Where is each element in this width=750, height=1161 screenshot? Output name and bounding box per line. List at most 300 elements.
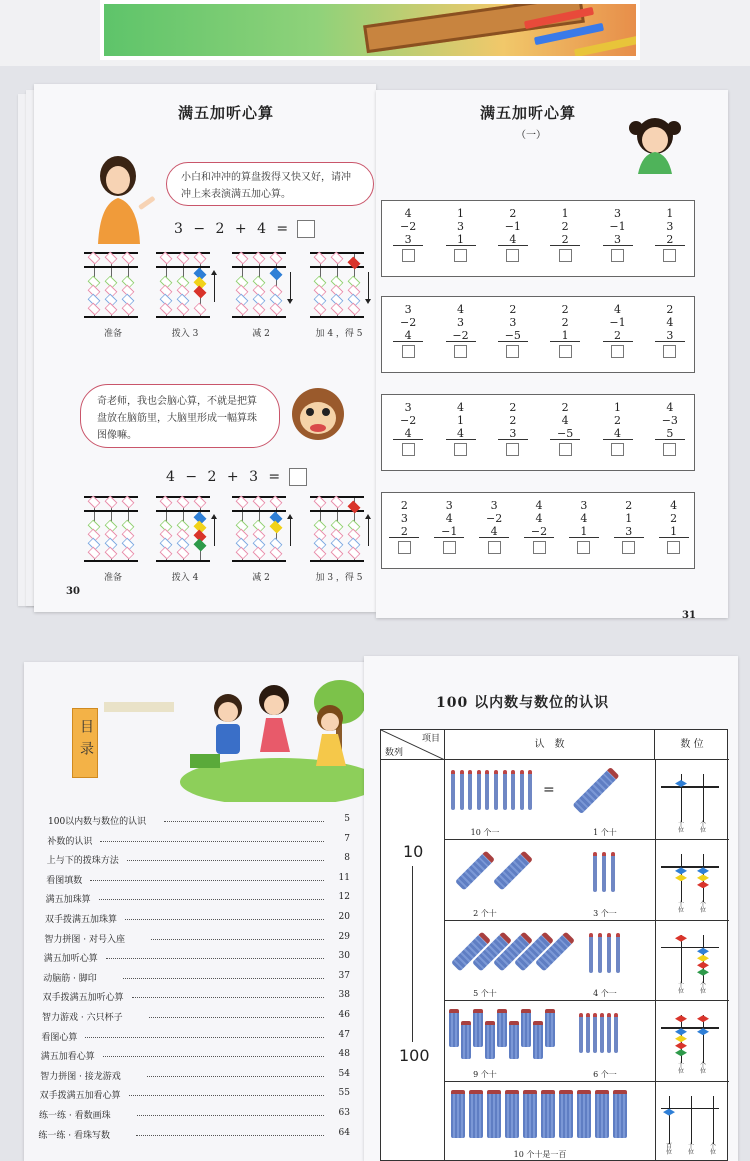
place-value-label: 个位 xyxy=(699,981,706,995)
abacus-frame xyxy=(310,316,364,318)
abacus-bead xyxy=(105,547,118,560)
counting-stick xyxy=(586,1013,590,1053)
abacus-bead xyxy=(348,303,361,316)
cover-strip xyxy=(0,0,750,66)
counting-stick xyxy=(616,933,620,973)
problem-number: 4 xyxy=(457,303,464,316)
toc-entry-title: 练一练 · 看珠写数 xyxy=(38,1130,110,1141)
place-value-label: 个位 xyxy=(699,1062,706,1076)
problem-number: 2 xyxy=(625,499,633,512)
page-title: 100 以内数与数位的认识 xyxy=(436,695,610,711)
problem-number: 3 xyxy=(509,316,517,329)
answer-box[interactable] xyxy=(559,345,572,358)
stick-bundle xyxy=(505,1090,519,1138)
place-value-label: 十位 xyxy=(687,1142,694,1156)
vertical-problem xyxy=(569,499,599,554)
toc-entry[interactable] xyxy=(24,853,370,867)
problem-group-2 xyxy=(381,296,695,373)
toc-entry[interactable] xyxy=(24,1088,370,1102)
place-value-abacus xyxy=(661,768,719,832)
right-caption: 4 个一 xyxy=(593,989,617,999)
problem-number: 1 xyxy=(659,525,689,538)
problem-number: 3 xyxy=(400,512,408,525)
vertical-problem xyxy=(498,401,528,456)
arrow-up-icon xyxy=(214,516,215,546)
counting-stick xyxy=(593,852,597,892)
problem-number: −1 xyxy=(434,525,464,538)
place-value-label: 个位 xyxy=(699,821,706,834)
monkey-illustration xyxy=(288,384,348,444)
abacus-diagram xyxy=(84,496,138,562)
toc-leader-dots xyxy=(85,1030,324,1038)
answer-box[interactable] xyxy=(559,443,572,456)
toc-entry-page: 38 xyxy=(338,990,350,1001)
abacus-bead xyxy=(270,303,283,316)
answer-box[interactable] xyxy=(611,443,624,456)
problem-number: 3 xyxy=(614,525,644,538)
stick-bundle xyxy=(493,851,533,891)
row-divider xyxy=(655,1001,656,1080)
answer-box[interactable] xyxy=(506,249,519,262)
toc-entry-title: 满五加听心算 xyxy=(43,954,98,965)
abacus-frame xyxy=(84,316,138,318)
abacus-bead xyxy=(675,1042,687,1049)
place-value-beam xyxy=(661,947,719,949)
abacus-bead xyxy=(675,874,687,881)
vertical-problem xyxy=(614,499,644,554)
problem-number: 4 xyxy=(535,512,543,525)
problem-number: 1 xyxy=(666,207,674,220)
answer-box[interactable] xyxy=(506,443,519,456)
abacus-bead xyxy=(177,547,190,560)
toc-entry[interactable] xyxy=(24,1128,370,1142)
abacus-beam xyxy=(156,510,210,512)
toc-entry[interactable] xyxy=(24,1069,370,1083)
abacus-bead xyxy=(697,962,709,969)
abacus-caption: 准备 xyxy=(103,329,122,339)
toc-entry[interactable] xyxy=(24,1108,370,1122)
abacus-frame xyxy=(156,560,210,562)
place-value-rod xyxy=(713,1096,714,1144)
toc-entry-page: 63 xyxy=(338,1108,350,1118)
abacus-bead xyxy=(122,303,135,316)
place-value-abacus xyxy=(661,929,719,993)
answer-box[interactable] xyxy=(611,249,624,262)
answer-box[interactable] xyxy=(622,541,635,554)
toc-entry-title: 满五加珠算 xyxy=(45,895,91,906)
answer-box[interactable] xyxy=(443,541,456,554)
abacus-bead xyxy=(88,303,101,316)
problem-number: 3 xyxy=(498,427,528,440)
row-divider xyxy=(655,1082,656,1161)
problem-number: 3 xyxy=(666,220,674,233)
toc-entry-page: 5 xyxy=(344,814,350,824)
toc-entry-title: 补数的认识 xyxy=(47,836,93,847)
problem-number: 2 xyxy=(400,499,408,512)
abacus-beam xyxy=(232,510,286,512)
problem-number: 4 xyxy=(666,401,674,414)
toc-entry-title: 练一练 · 看数画珠 xyxy=(39,1111,111,1121)
left-caption: 10 个一 xyxy=(470,828,500,838)
abacus-caption: 加 3 ，得 5 xyxy=(315,573,363,583)
problem-number: 1 xyxy=(550,329,580,342)
problem-number: −2 xyxy=(486,512,503,525)
abacus-bead xyxy=(348,547,361,560)
answer-box[interactable] xyxy=(297,220,315,238)
abacus-frame xyxy=(84,560,138,562)
toc-leader-dots xyxy=(136,1128,324,1136)
equation-2 xyxy=(166,468,307,486)
stick-bundle xyxy=(595,1090,609,1138)
problem-number: −2 xyxy=(400,220,417,233)
row-divider xyxy=(655,921,656,1000)
answer-box[interactable] xyxy=(402,345,415,358)
answer-box[interactable] xyxy=(577,541,590,554)
abacus-bead xyxy=(697,1028,709,1035)
vertical-problem xyxy=(393,401,423,456)
answer-box[interactable] xyxy=(663,249,676,262)
abacus-bead xyxy=(88,547,101,560)
abacus-beam xyxy=(84,266,138,268)
problem-number: 3 xyxy=(490,499,498,512)
stick-bundle xyxy=(521,1009,531,1047)
toc-entry-title: 双手拨满五加看心算 xyxy=(39,1091,121,1102)
abacus-bead xyxy=(160,303,173,316)
place-value-beam xyxy=(661,786,719,788)
vertical-problem xyxy=(498,303,528,358)
abacus-bead xyxy=(331,303,344,316)
toc-entry-title: 100以内数与数位的认识 xyxy=(48,817,147,827)
problem-number: 2 xyxy=(509,207,517,220)
abacus-bead xyxy=(697,881,709,888)
problem-number: 4 xyxy=(670,499,678,512)
stick-bundle xyxy=(485,1021,495,1059)
toc-leader-dots xyxy=(90,873,324,881)
vertical-problem xyxy=(603,207,633,262)
equation-text: 3 − 2 + 4 = xyxy=(174,221,292,237)
answer-box[interactable] xyxy=(402,249,415,262)
answer-box[interactable] xyxy=(663,345,676,358)
stick-bundle xyxy=(451,1090,465,1138)
problem-number: 4 xyxy=(445,512,453,525)
speech-bubble-monkey: 奇老师，我也会脑心算，不就是把算盘放在脑筋里，大脑里形成一幅算珠图像嘛。 xyxy=(80,384,280,448)
toc-entry-page: 54 xyxy=(338,1068,350,1079)
equals-sign: = xyxy=(543,782,555,798)
problem-number: 2 xyxy=(666,303,674,316)
stick-bundle xyxy=(523,1090,537,1138)
toc-entry-page: 46 xyxy=(338,1010,350,1020)
problem-number: 4 xyxy=(561,414,569,427)
abacus-beam xyxy=(84,510,138,512)
answer-box[interactable] xyxy=(663,443,676,456)
toc-entry-title: 看图心算 xyxy=(41,1032,78,1043)
problem-number: 4 xyxy=(393,329,423,342)
header-place: 数 位 xyxy=(655,730,729,760)
range-line xyxy=(412,866,413,1042)
abacus-bead xyxy=(675,1015,687,1022)
place-value-label: 十位 xyxy=(677,1062,684,1076)
answer-box[interactable] xyxy=(454,345,467,358)
problem-number: 2 xyxy=(389,525,419,538)
place-value-rod xyxy=(703,1015,704,1063)
place-value-label: 个位 xyxy=(699,901,706,915)
problem-number: 1 xyxy=(561,207,569,220)
vertical-problem xyxy=(434,499,464,554)
problem-number: 2 xyxy=(603,329,633,342)
vertical-problem xyxy=(550,207,580,262)
vertical-problem xyxy=(655,303,685,358)
abacus-beam xyxy=(156,266,210,268)
problem-number: 2 xyxy=(509,303,517,316)
problem-number: 3 xyxy=(580,499,588,512)
toc-leader-dots xyxy=(103,1049,324,1057)
abacus-bead xyxy=(675,867,687,874)
answer-box[interactable] xyxy=(533,541,546,554)
equation-text: 4 − 2 + 3 = xyxy=(166,469,284,485)
counting-stick xyxy=(520,770,524,810)
problem-number: −2 xyxy=(400,316,417,329)
abacus-bead xyxy=(697,955,709,962)
problem-number: 2 xyxy=(670,512,678,525)
vertical-problem xyxy=(659,499,689,554)
counting-stick xyxy=(460,770,464,810)
answer-box[interactable] xyxy=(289,468,307,486)
abacus-bead xyxy=(253,547,266,560)
toc-entry-title: 智力拼图 · 接龙游戏 xyxy=(40,1071,121,1082)
abacus-bead xyxy=(236,547,249,560)
problem-number: −1 xyxy=(504,220,521,233)
toc-entry[interactable] xyxy=(24,932,370,946)
toc-leader-dots xyxy=(147,1069,324,1077)
toc-entry-page: 55 xyxy=(338,1088,350,1099)
spread-pages-30-31 xyxy=(0,66,750,638)
counting-stick xyxy=(607,1013,611,1053)
answer-box[interactable] xyxy=(559,249,572,262)
page-subtitle: （一） xyxy=(516,130,546,141)
stick-bundle xyxy=(559,1090,573,1138)
problem-number: 2 xyxy=(561,316,569,329)
toc-entry[interactable] xyxy=(24,951,370,965)
problem-number: 3 xyxy=(445,499,453,512)
problem-number: −2 xyxy=(524,525,554,538)
counting-stick xyxy=(579,1013,583,1053)
answer-box[interactable] xyxy=(454,249,467,262)
abacus-bead xyxy=(194,303,207,316)
abacus-diagram xyxy=(310,252,364,318)
problem-number: 1 xyxy=(457,414,464,427)
answer-box[interactable] xyxy=(402,443,415,456)
toc-entry[interactable] xyxy=(24,1010,370,1024)
place-value-rod xyxy=(703,774,704,822)
counting-stick xyxy=(494,770,498,810)
problem-number: −2 xyxy=(400,414,417,427)
page-title: 满五加听心算 xyxy=(178,104,275,122)
toc-entry[interactable] xyxy=(24,971,370,985)
stick-bundle xyxy=(455,851,495,891)
table-row xyxy=(445,760,729,840)
toc-entry-page: 64 xyxy=(338,1127,350,1138)
children-playing-illustration xyxy=(170,672,370,802)
problem-group-1 xyxy=(381,200,695,277)
page-30 xyxy=(34,84,376,612)
problem-number: 3 xyxy=(457,220,464,233)
vertical-problem xyxy=(655,401,685,456)
toc-entry[interactable] xyxy=(24,990,370,1004)
problem-number: 4 xyxy=(446,427,476,440)
abacus-bead xyxy=(105,303,118,316)
answer-box[interactable] xyxy=(454,443,467,456)
vertical-problem xyxy=(479,499,509,554)
answer-box[interactable] xyxy=(488,541,501,554)
row-divider xyxy=(655,840,656,919)
left-caption: 10 个十是一百 xyxy=(513,1149,567,1159)
problem-number: 1 xyxy=(446,233,476,246)
place-value-label: 十位 xyxy=(677,821,684,834)
arrow-up-icon xyxy=(214,272,215,302)
page-title: 满五加听心算 xyxy=(480,104,577,122)
toc-entry-page: 20 xyxy=(338,912,350,922)
header-numcol: 数列 xyxy=(385,748,404,758)
toc-entry[interactable] xyxy=(24,814,370,828)
problem-number: −1 xyxy=(609,316,626,329)
table-of-contents-page xyxy=(24,662,370,1161)
abacus-bead xyxy=(236,303,249,316)
arrow-up-icon xyxy=(290,516,291,546)
abacus-bead xyxy=(697,874,709,881)
abacus-bead xyxy=(331,547,344,560)
range-top: 10 xyxy=(403,842,424,861)
counting-stick xyxy=(593,1013,597,1053)
answer-box[interactable] xyxy=(506,345,519,358)
problem-number: 2 xyxy=(655,233,685,246)
problem-group-3 xyxy=(381,394,695,471)
right-caption: 1 个十 xyxy=(593,828,617,838)
problem-number: 3 xyxy=(655,329,685,342)
abacus-diagram xyxy=(310,496,364,562)
problem-number: 4 xyxy=(580,512,588,525)
problem-number: 3 xyxy=(457,316,464,329)
arrow-down-icon xyxy=(368,272,369,302)
stick-bundle xyxy=(469,1090,483,1138)
counting-stick xyxy=(607,933,611,973)
toc-entry-title: 双手拨满五加珠算 xyxy=(45,915,118,925)
abacus-bead xyxy=(194,539,207,552)
problem-number: 2 xyxy=(561,401,569,414)
abacus-diagram xyxy=(84,252,138,318)
abacus-bead xyxy=(675,935,687,942)
problem-number: 4 xyxy=(614,303,621,316)
speech-bubble-teacher: 小白和冲冲的算盘拨得又快又好，请冲冲上来表演满五加心算。 xyxy=(166,162,374,206)
abacus-bead xyxy=(314,303,327,316)
toc-entry[interactable] xyxy=(24,1030,370,1044)
problem-group-4 xyxy=(381,492,695,569)
problem-number: 4 xyxy=(498,233,528,246)
header-item: 项目 xyxy=(421,734,440,744)
problem-number: 4 xyxy=(393,427,423,440)
abacus-bead xyxy=(270,547,283,560)
vertical-problem xyxy=(524,499,554,554)
toc-entry[interactable] xyxy=(24,912,370,926)
problem-number: 2 xyxy=(561,303,569,316)
abacus-frame xyxy=(232,316,286,318)
problem-number: 2 xyxy=(509,401,517,414)
toc-entry-title: 智力游戏 · 六只杯子 xyxy=(42,1013,123,1023)
page-number: 31 xyxy=(682,610,696,621)
right-caption: 3 个一 xyxy=(593,908,617,918)
counting-stick xyxy=(589,933,593,973)
stick-bundle xyxy=(541,1090,555,1138)
toc-entry-title: 满五加看心算 xyxy=(40,1052,95,1063)
answer-box[interactable] xyxy=(667,541,680,554)
stick-bundle xyxy=(572,767,619,814)
counting-stick xyxy=(468,770,472,810)
counting-stick xyxy=(485,770,489,810)
abacus-frame xyxy=(232,560,286,562)
toc-leader-dots xyxy=(129,1088,324,1096)
problem-number: −3 xyxy=(661,414,678,427)
counting-stick xyxy=(602,852,606,892)
problem-number: 4 xyxy=(603,427,633,440)
table-row xyxy=(445,921,729,1001)
abacus-caption: 减 2 xyxy=(252,573,270,583)
counting-stick xyxy=(600,1013,604,1053)
page-number: 30 xyxy=(66,586,80,597)
problem-number: 1 xyxy=(569,525,599,538)
stick-bundle xyxy=(449,1009,459,1047)
stick-bundle xyxy=(613,1090,627,1138)
abacus-diagram xyxy=(156,252,210,318)
toc-entry[interactable] xyxy=(24,873,370,887)
abacus-frame xyxy=(310,560,364,562)
answer-box[interactable] xyxy=(611,345,624,358)
abacus-caption: 加 4 ，得 5 xyxy=(315,329,363,339)
problem-number: 5 xyxy=(655,427,685,440)
abacus-bead xyxy=(675,1028,687,1035)
place-value-label: 十位 xyxy=(677,981,684,995)
answer-box[interactable] xyxy=(398,541,411,554)
vertical-problem xyxy=(655,207,685,262)
range-column xyxy=(381,760,445,1161)
counting-stick xyxy=(451,770,455,810)
toc-label: 目录 xyxy=(78,719,94,763)
toc-entry[interactable] xyxy=(24,892,370,906)
abacus-bead xyxy=(122,547,135,560)
vertical-problem xyxy=(393,303,423,358)
vertical-problem xyxy=(446,207,476,262)
toc-leader-dots xyxy=(151,932,324,940)
vertical-problem xyxy=(389,499,419,554)
abacus-diagram xyxy=(232,252,286,318)
toc-leader-dots xyxy=(106,951,324,959)
toc-entry[interactable] xyxy=(24,834,370,848)
toc-leader-dots xyxy=(125,912,324,920)
problem-number: 3 xyxy=(393,233,423,246)
problem-number: −2 xyxy=(446,329,476,342)
toc-entry[interactable] xyxy=(24,1049,370,1063)
toc-leader-dots xyxy=(149,1010,324,1018)
toc-entry-title: 上与下的拨珠方法 xyxy=(46,856,119,867)
pencil-icon xyxy=(574,35,640,57)
left-caption: 5 个十 xyxy=(473,989,497,999)
toc-entry-page: 7 xyxy=(344,833,350,844)
problem-number: 4 xyxy=(479,525,509,538)
abacus-bead xyxy=(697,1015,709,1022)
vertical-problem xyxy=(393,207,423,262)
vertical-problem xyxy=(603,401,633,456)
stick-bundle xyxy=(487,1090,501,1138)
problem-number: 2 xyxy=(509,414,517,427)
abacus-diagram xyxy=(232,496,286,562)
